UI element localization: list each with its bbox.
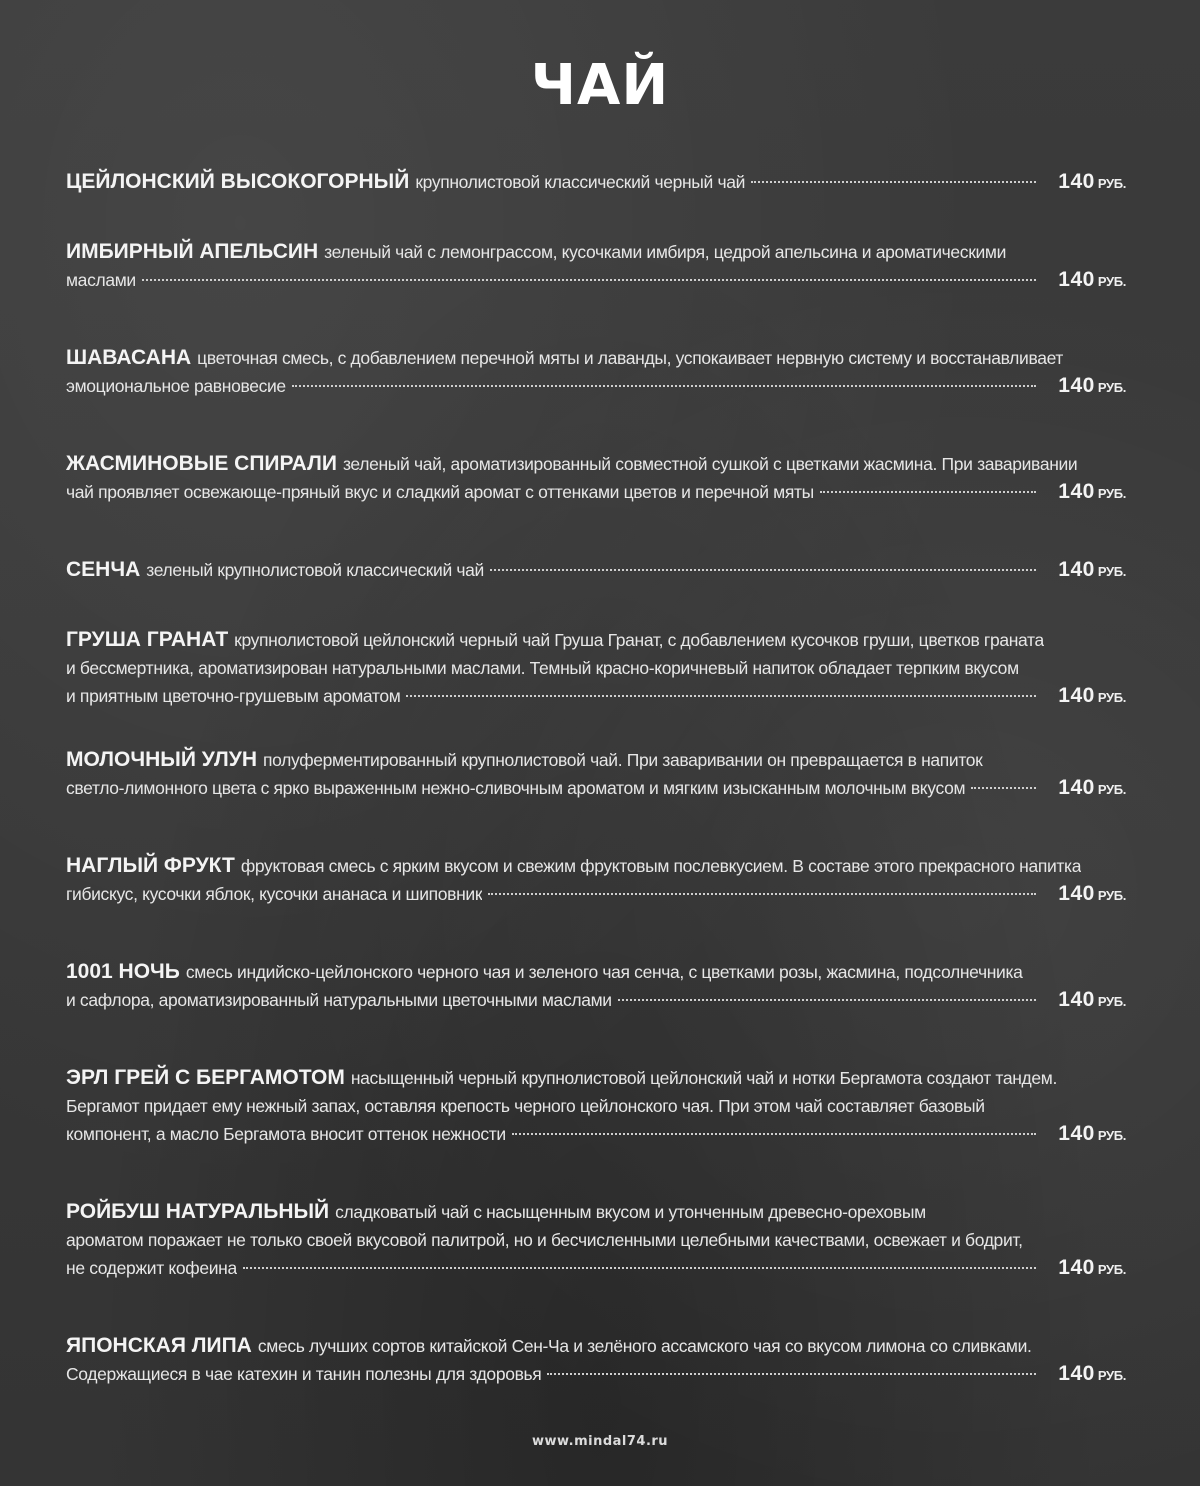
menu-item-line: [66, 372, 1126, 400]
menu-item-description: эмоциональное равновесие: [66, 376, 286, 396]
menu-item-description: зеленый чай, ароматизированный совместной сушкой с цветками жасмина. При заваривании: [342, 454, 1078, 474]
dot-leader: [820, 491, 1036, 493]
menu-item-line: [66, 1120, 1126, 1148]
menu-item-description: крупнолистовой классический черный чай: [415, 172, 746, 192]
price-value: 140: [1058, 684, 1095, 707]
menu-item-line: [66, 986, 1126, 1014]
price-value: 140: [1058, 776, 1095, 799]
price-currency: РУБ.: [1097, 1128, 1126, 1143]
menu-item: [66, 1064, 1126, 1148]
menu-item: [66, 556, 1126, 584]
price-tag: [1044, 986, 1126, 1016]
dot-leader: [292, 385, 1036, 387]
price-tag: [1044, 1120, 1126, 1150]
price-tag: [1044, 1254, 1126, 1284]
menu-item-description: смесь лучших сортов китайской Сен-Ча и зелёного ассамского чая со вкусом лимона со сливками.: [257, 1336, 1032, 1356]
price-tag: [1044, 774, 1126, 804]
price-currency: РУБ.: [1097, 888, 1126, 903]
price-tag: [1044, 1360, 1126, 1390]
menu-item-line: [66, 266, 1126, 294]
price-tag: [1044, 266, 1126, 296]
price-currency: РУБ.: [1097, 690, 1126, 705]
menu-item-line: [66, 1332, 1126, 1360]
menu-item-description: Бергамот придает ему нежный запах, оставляя крепость черного цейлонского чая. При этом чай составляет базовый: [66, 1096, 985, 1116]
price-currency: РУБ.: [1097, 486, 1126, 501]
price-value: 140: [1058, 558, 1095, 581]
menu-item-line: [66, 1064, 1126, 1092]
price-value: 140: [1058, 268, 1095, 291]
dot-leader: [512, 1133, 1036, 1135]
menu-item-name: МОЛОЧНЫЙ УЛУН: [66, 748, 258, 771]
menu-item-description: чай проявляет освежающе-пряный вкус и сладкий аромат с оттенками цветов и перечной мяты: [66, 482, 814, 502]
menu-item-description: компонент, а масло Бергамота вносит оттенок нежности: [66, 1124, 506, 1144]
menu-item-description: фруктовая смесь с ярким вкусом и свежим фруктовым послевкусием. В составе этого прекрасного напитка: [240, 856, 1082, 876]
menu-item-name: ГРУША ГРАНАТ: [66, 628, 229, 651]
price-currency: РУБ.: [1097, 1262, 1126, 1277]
price-currency: РУБ.: [1097, 782, 1126, 797]
menu-item-name: НАГЛЫЙ ФРУКТ: [66, 854, 235, 877]
dot-leader: [618, 999, 1036, 1001]
price-currency: РУБ.: [1097, 564, 1126, 579]
page-title: ЧАЙ: [530, 53, 670, 118]
dot-leader: [751, 181, 1036, 183]
dot-leader: [488, 893, 1036, 895]
menu-item-name: 1001 НОЧЬ: [66, 960, 180, 983]
menu-item: [66, 168, 1126, 196]
menu-item-line: [66, 344, 1126, 372]
menu-item-description: крупнолистовой цейлонский черный чай Груша Гранат, с добавлением кусочков груши, цветков граната: [234, 630, 1044, 650]
menu-item-line: [66, 1198, 1126, 1226]
menu-item-line: [66, 626, 1126, 654]
menu-item-description: зеленый чай с лемонграссом, кусочками имбиря, цедрой апельсина и ароматическими: [324, 242, 1007, 262]
price-tag: [1044, 478, 1126, 508]
price-tag: [1044, 168, 1126, 198]
menu-item-description: насыщенный черный крупнолистовой цейлонский чай и нотки Бергамота создают тандем.: [350, 1068, 1057, 1088]
price-value: 140: [1058, 374, 1095, 397]
menu-item: [66, 238, 1126, 294]
menu-item-line: [66, 1226, 1126, 1254]
menu-item-description: и бессмертника, ароматизирован натуральными маслами. Темный красно-коричневый напиток обладает терпким вкусом: [66, 658, 1019, 678]
price-currency: РУБ.: [1097, 1368, 1126, 1383]
price-value: 140: [1058, 988, 1095, 1011]
menu-item-description: гибискус, кусочки яблок, кусочки ананаса и шиповник: [66, 884, 483, 904]
menu-item: [66, 1332, 1126, 1388]
menu-item-description: маслами: [66, 270, 136, 290]
menu-item-description: ароматом поражает не только своей вкусовой палитрой, но и бесчисленными целебными качествами, освежает и бодрит,: [66, 1230, 1023, 1250]
menu-item-description: светло-лимонного цвета с ярко выраженным нежно-сливочным ароматом и мягким изысканным молочным вкусом: [66, 778, 966, 798]
menu-item-description: зеленый крупнолистовой классический чай: [146, 560, 484, 580]
price-value: 140: [1058, 480, 1095, 503]
menu-item-line: [66, 168, 1126, 196]
menu-item-line: [66, 238, 1126, 266]
menu-item-line: [66, 774, 1126, 802]
menu-item-description: смесь индийско-цейлонского черного чая и зеленого чая сенча, с цветками розы, жасмина, подсолнечника: [185, 962, 1023, 982]
menu-item-line: [66, 880, 1126, 908]
menu-item: [66, 450, 1126, 506]
menu-item-name: РОЙБУШ НАТУРАЛЬНЫЙ: [66, 1200, 330, 1223]
price-tag: [1044, 556, 1126, 586]
price-value: 140: [1058, 1362, 1095, 1385]
menu-item-line: [66, 1254, 1126, 1282]
price-value: 140: [1058, 1122, 1095, 1145]
menu-item-line: [66, 958, 1126, 986]
dot-leader: [971, 787, 1036, 789]
price-value: 140: [1058, 170, 1095, 193]
menu-item: [66, 958, 1126, 1014]
menu-item-name: ШАВАСАНА: [66, 346, 192, 369]
price-currency: РУБ.: [1097, 176, 1126, 191]
menu-item-line: [66, 852, 1126, 880]
menu-item-line: [66, 478, 1126, 506]
dot-leader: [243, 1267, 1036, 1269]
price-currency: РУБ.: [1097, 380, 1126, 395]
menu-item-name: СЕНЧА: [66, 558, 141, 581]
menu-item-line: [66, 1360, 1126, 1388]
price-tag: [1044, 682, 1126, 712]
dot-leader: [547, 1373, 1036, 1375]
menu-item-description: и приятным цветочно-грушевым ароматом: [66, 686, 401, 706]
menu-item-name: ЖАСМИНОВЫЕ СПИРАЛИ: [66, 452, 337, 475]
menu-item-name: ЯПОНСКАЯ ЛИПА: [66, 1334, 252, 1357]
menu-item: [66, 852, 1126, 908]
menu-item-line: [66, 746, 1126, 774]
menu-item-description: Содержащиеся в чае катехин и танин полезны для здоровья: [66, 1364, 542, 1384]
price-value: 140: [1058, 882, 1095, 905]
menu-item-line: [66, 682, 1126, 710]
menu-item-description: не содержит кофеина: [66, 1258, 237, 1278]
menu-item-description: сладковатый чай с насыщенным вкусом и утонченным древесно-ореховым: [335, 1202, 926, 1222]
menu-item-description: цветочная смесь, с добавлением перечной мяты и лаванды, успокаивает нервную систему и восстанавливает: [197, 348, 1064, 368]
menu-item-name: ЦЕЙЛОНСКИЙ ВЫСОКОГОРНЫЙ: [66, 170, 410, 193]
menu-item-description: и сафлора, ароматизированный натуральными цветочными маслами: [66, 990, 612, 1010]
menu-item-line: [66, 556, 1126, 584]
menu-item-name: ЭРЛ ГРЕЙ С БЕРГАМОТОМ: [66, 1066, 345, 1089]
price-tag: [1044, 880, 1126, 910]
menu-item: [66, 626, 1126, 710]
menu-item: [66, 746, 1126, 802]
menu-item-line: [66, 1092, 1126, 1120]
dot-leader: [406, 695, 1036, 697]
price-currency: РУБ.: [1097, 274, 1126, 289]
menu-item-line: [66, 450, 1126, 478]
menu-item: [66, 344, 1126, 400]
dot-leader: [490, 569, 1036, 571]
website-footer: www.mindal74.ru: [531, 1434, 669, 1449]
price-currency: РУБ.: [1097, 994, 1126, 1009]
menu-item-description: полуферментированный крупнолистовой чай. При заваривании он превращается в напиток: [263, 750, 983, 770]
menu-item-name: ИМБИРНЫЙ АПЕЛЬСИН: [66, 240, 319, 263]
price-tag: [1044, 372, 1126, 402]
dot-leader: [142, 279, 1036, 281]
menu-item: [66, 1198, 1126, 1282]
price-value: 140: [1058, 1256, 1095, 1279]
menu-item-line: [66, 654, 1126, 682]
